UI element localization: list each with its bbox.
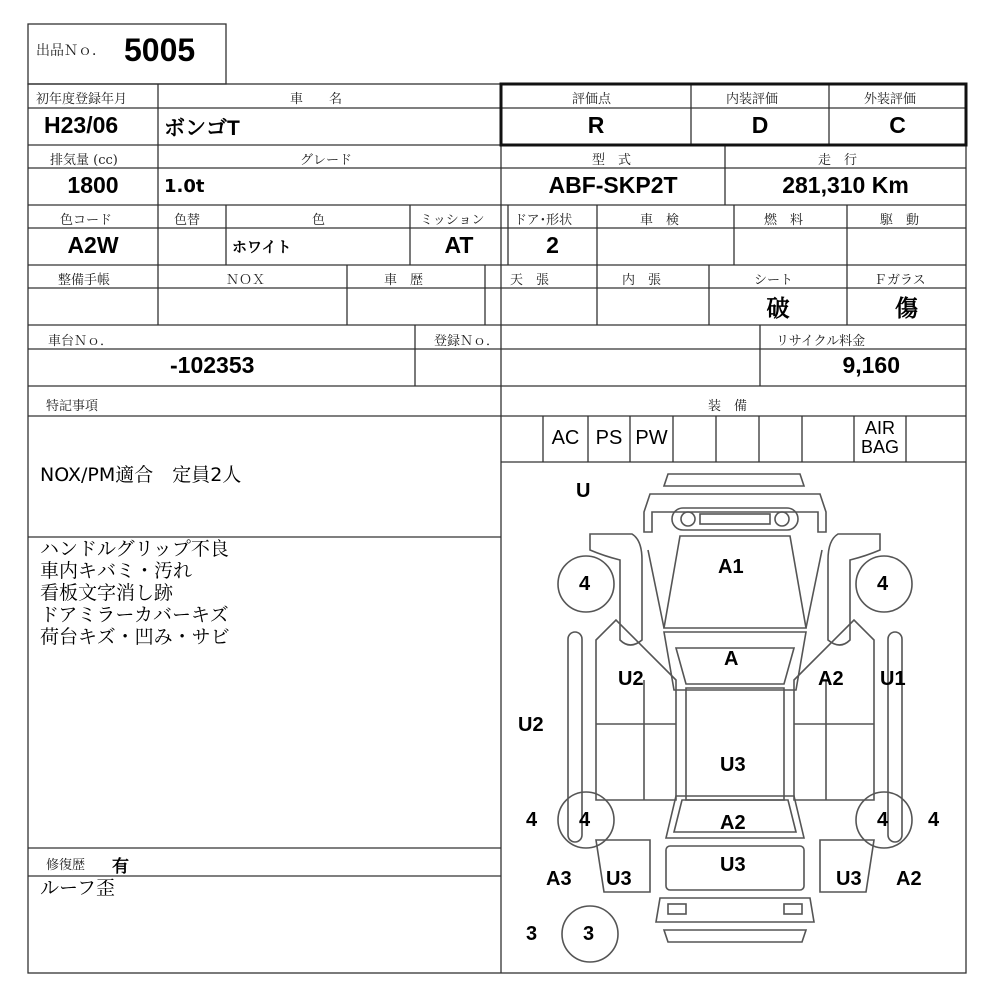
label-mileage: 走 行 [818, 153, 858, 168]
model-type-value: ABF-SKP2T [548, 172, 678, 198]
inspector-note-line: 看板文字消し跡 [40, 582, 174, 604]
damage-right-fender: A2 [818, 668, 844, 690]
inspector-note-line: 車内キバミ・汚れ [40, 560, 193, 582]
tire-front-left-tread: 4 [579, 573, 591, 595]
label-fuel: 燃 料 [764, 213, 804, 228]
tire-rear-right-tread: 4 [877, 809, 889, 831]
left-door [596, 620, 676, 800]
label-equipment: 装 備 [708, 399, 748, 414]
label-car-name: 車 名 [290, 92, 343, 107]
right-fender [828, 534, 880, 645]
tire-spare-outer: 3 [526, 923, 538, 945]
color-code-value: A2W [67, 232, 119, 258]
tire-spare-tread: 3 [583, 923, 595, 945]
label-model-type: 型 式 [592, 153, 632, 168]
inspector-note-line: ドアミラーカバーキズ [40, 604, 229, 626]
damage-hood: A1 [718, 556, 744, 578]
tire-rear-left-outer: 4 [526, 809, 538, 831]
damage-tailgate: U3 [720, 854, 746, 876]
label-repair-history: 修復歴 [46, 858, 86, 873]
damage-right-rear-1: U3 [836, 868, 862, 890]
transmission-value: AT [444, 232, 474, 258]
doors-shape-value: 2 [546, 232, 559, 258]
displacement-value: 1800 [67, 172, 119, 198]
label-glass: Ｆガラス [874, 273, 926, 288]
windshield [664, 536, 806, 628]
spec-note: NOX/PM適合 定員2人 [40, 464, 242, 486]
damage-right-side: U1 [880, 668, 906, 690]
label-roof-lining: 天 張 [510, 273, 550, 288]
glass-value: 傷 [895, 295, 918, 322]
car-name-value: ボンゴT [164, 117, 240, 140]
label-drive: 駆 動 [880, 213, 920, 228]
label-first-registration: 初年度登録年月 [36, 92, 128, 107]
damage-left-fender: U2 [618, 668, 644, 690]
label-transmission: ミッション [420, 213, 485, 228]
label-recycle-fee: リサイクル料金 [776, 334, 866, 349]
label-chassis-no: 車台Ｎｏ． [48, 334, 114, 349]
mileage-value: 281,310 Km [782, 172, 909, 198]
label-displacement: 排気量 (cc) [50, 153, 118, 168]
damage-cargo-bed: U3 [720, 754, 746, 776]
label-color-change: 色替 [174, 213, 201, 228]
left-fender [590, 534, 642, 645]
label-interior-grade: 内装評価 [726, 92, 779, 107]
label-score: 評価点 [572, 92, 612, 107]
repair-history-value: 有 [112, 857, 129, 877]
front-bumper [644, 494, 826, 532]
score-value: R [587, 112, 605, 138]
label-interior-lining: 内 張 [622, 273, 662, 288]
right-door [794, 620, 874, 800]
label-color: 色 [312, 213, 326, 228]
tire-front-right-tread: 4 [877, 573, 889, 595]
grade-value: 1.0t [164, 176, 205, 197]
cab-top [686, 688, 784, 800]
label-nox: ＮＯＸ [226, 273, 266, 288]
label-color-code: 色コード [60, 213, 113, 228]
damage-right-rear-2: A2 [896, 868, 922, 890]
tire-rear-left-tread: 4 [579, 809, 591, 831]
label-history: 車 歴 [384, 273, 424, 288]
label-special-notes: 特記事項 [46, 399, 99, 414]
equipment-airbag: AIR BAG [860, 418, 899, 457]
recycle-fee-value: 9,160 [842, 352, 900, 378]
tire-rear-right-outer: 4 [928, 809, 940, 831]
inspector-note-line: ハンドルグリップ不良 [40, 538, 229, 560]
color-value: ホワイト [232, 238, 292, 256]
lot-label: 出品Ｎｏ． [36, 43, 106, 59]
equipment-ps: PS [595, 427, 623, 449]
interior-grade-value: D [751, 112, 769, 138]
label-exterior-grade: 外装評価 [864, 92, 917, 107]
front-bumper-top [664, 474, 804, 486]
equipment-pw: PW [635, 427, 668, 449]
damage-roof: A [724, 648, 739, 670]
label-grade: グレード [300, 153, 353, 168]
damage-left-side: U2 [518, 714, 544, 736]
damage-left-rear-2: U3 [606, 868, 632, 890]
seat-value: 破 [766, 295, 790, 322]
damage-front-bumper: U [576, 480, 591, 502]
chassis-no-value: -102353 [170, 352, 255, 378]
right-side-rail [888, 632, 902, 842]
damage-left-rear-1: A3 [546, 868, 572, 890]
repair-note: ルーフ歪 [40, 877, 116, 899]
label-seat: シート [754, 273, 794, 288]
lot-number: 5005 [124, 32, 196, 68]
damage-cargo-rear: A2 [720, 812, 746, 834]
label-inspection: 車 検 [640, 213, 680, 228]
equipment-ac: AC [551, 427, 580, 449]
label-registration-no: 登録Ｎｏ． [434, 334, 500, 349]
label-doors-shape: ドア･形状 [514, 213, 573, 228]
exterior-grade-value: C [889, 112, 906, 138]
first-registration-value: H23/06 [44, 112, 119, 138]
label-service-book: 整備手帳 [58, 273, 111, 288]
rear-bumper [656, 898, 814, 922]
inspector-note-line: 荷台キズ・凹み・サビ [40, 626, 230, 648]
